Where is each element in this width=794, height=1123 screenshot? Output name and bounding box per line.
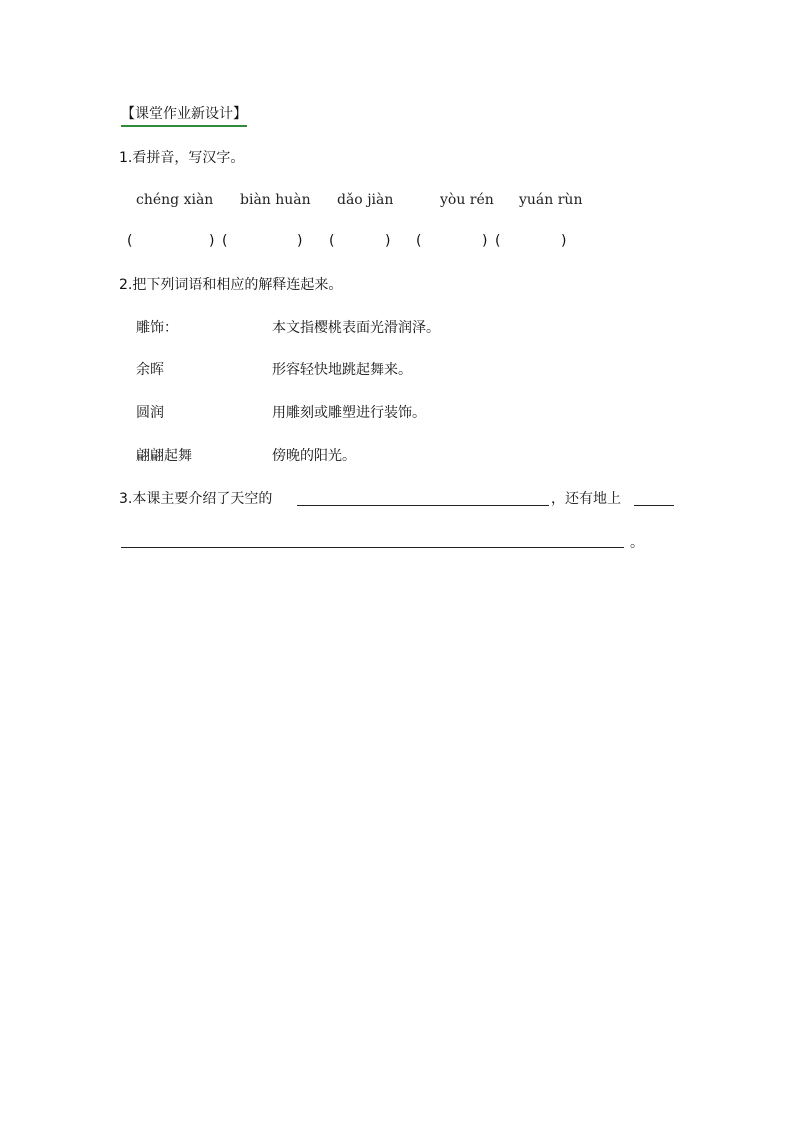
term-3: 圆润	[136, 405, 164, 421]
pinyin-2: biàn huàn	[240, 192, 311, 208]
answer-paren-close-5: )	[561, 233, 567, 249]
answer-paren-close-2: )	[297, 233, 303, 249]
q3-middle-text: ，还有地上	[551, 491, 621, 507]
answer-paren-close-3: )	[385, 233, 391, 249]
answer-paren-open-4: (	[416, 233, 422, 249]
term-1: 雕饰：	[136, 320, 178, 336]
pinyin-5: yuán rùn	[519, 192, 583, 208]
definition-4: 傍晚的阳光。	[272, 448, 356, 464]
q3-end-punctuation: 。	[630, 535, 644, 551]
answer-paren-open-1: (	[127, 233, 133, 249]
fill-blank-2	[634, 505, 674, 506]
answer-paren-open-2: (	[222, 233, 228, 249]
pinyin-4: yòu rén	[440, 192, 494, 208]
fill-blank-1	[297, 505, 549, 506]
definition-3: 用雕刻或雕塑进行装饰。	[272, 405, 426, 421]
term-2: 余晖	[136, 362, 164, 378]
q2-prompt: 2.把下列词语和相应的解释连起来。	[119, 277, 343, 293]
q3-prompt: 3.本课主要介绍了天空的	[119, 491, 273, 507]
worksheet-title: 【课堂作业新设计】	[121, 104, 247, 127]
term-4: 翩翩起舞	[136, 448, 192, 464]
answer-paren-open-3: (	[329, 233, 335, 249]
answer-paren-open-5: (	[495, 233, 501, 249]
worksheet-title-wrap	[121, 104, 247, 127]
pinyin-1: chéng xiàn	[136, 192, 214, 208]
answer-paren-close-1: )	[209, 233, 215, 249]
q1-prompt: 1.看拼音，写汉字。	[119, 150, 245, 166]
pinyin-3: dǎo jiàn	[337, 192, 394, 208]
definition-2: 形容轻快地跳起舞来。	[272, 362, 412, 378]
definition-1: 本文指樱桃表面光滑润泽。	[272, 320, 440, 336]
answer-paren-close-4: )	[482, 233, 488, 249]
fill-blank-3	[121, 547, 624, 548]
